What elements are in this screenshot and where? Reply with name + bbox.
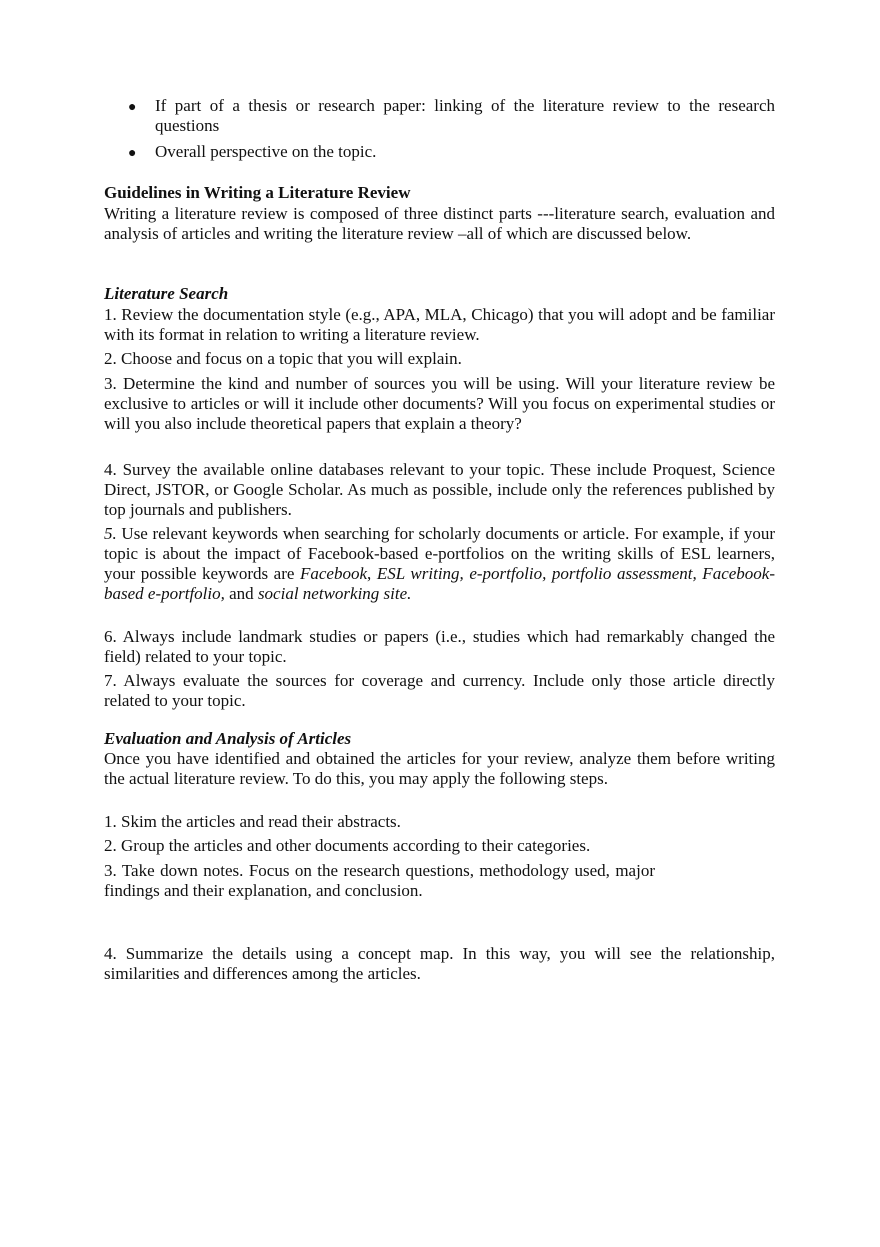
bullet-icon: ● xyxy=(128,146,137,161)
list-item: 4. Summarize the details using a concept map. In this way, you will see the relationship, similarities and differences among the articles. xyxy=(104,944,775,983)
paragraph: Once you have identified and obtained the articles for your review, analyze them before writing the actual literature review. To do this, you may apply the following steps. xyxy=(104,749,775,788)
list-item: 3. Determine the kind and number of sources you will be using. Will your literature review be exclusive to articles or will it include other documents? Will you focus on experimental studies or will you also include theoretical papers that explain a theory? xyxy=(104,374,775,433)
list-item xyxy=(104,524,775,604)
subsection-heading: Evaluation and Analysis of Articles xyxy=(104,729,352,748)
separator: , xyxy=(367,564,377,583)
list-item: 7. Always evaluate the sources for coverage and currency. Include only those article directly related to your topic. xyxy=(104,671,775,710)
paragraph: Writing a literature review is composed of three distinct parts ---literature search, evaluation and analysis of articles and writing the literature review –all of which are discussed below. xyxy=(104,204,775,243)
item-text: Use relevant keywords when searching for scholarly documents or article. For example, if your topic is about the impact of Facebook-based e-portfolios on the writing skills of ESL learners, your possible keywords are xyxy=(104,524,775,583)
bullet-icon: ● xyxy=(128,100,137,115)
item-number: 5. xyxy=(104,524,117,543)
list-item: 2. Group the articles and other documents according to their categories. xyxy=(104,836,591,855)
list-item: 2. Choose and focus on a topic that you will explain. xyxy=(104,349,462,368)
list-item: 1. Skim the articles and read their abstracts. xyxy=(104,812,401,831)
keyword: ESL writing, e-portfolio, portfolio assessment, Facebook-based e-portfolio, xyxy=(104,564,775,603)
list-item: 3. Take down notes. Focus on the research questions, methodology used, major findings and their explanation, and conclusion. xyxy=(104,861,655,900)
bullet-item: If part of a thesis or research paper: linking of the literature review to the research questions xyxy=(155,96,775,135)
subsection-heading: Literature Search xyxy=(104,284,229,303)
list-item: 6. Always include landmark studies or papers (i.e., studies which had remarkably changed the field) related to your topic. xyxy=(104,627,775,666)
list-item: 4. Survey the available online databases relevant to your topic. These include Proquest, Science Direct, JSTOR, or Google Scholar. As much as possible, include only the references published by top journals and publishers. xyxy=(104,460,775,519)
keyword: social networking site. xyxy=(257,584,412,603)
section-heading: Guidelines in Writing a Literature Review xyxy=(104,183,411,202)
separator: and xyxy=(224,584,258,603)
keyword: Facebook xyxy=(299,564,368,583)
list-item: 1. Review the documentation style (e.g., APA, MLA, Chicago) that you will adopt and be familiar with its format in relation to writing a literature review. xyxy=(104,305,775,344)
bullet-item: Overall perspective on the topic. xyxy=(155,142,377,161)
